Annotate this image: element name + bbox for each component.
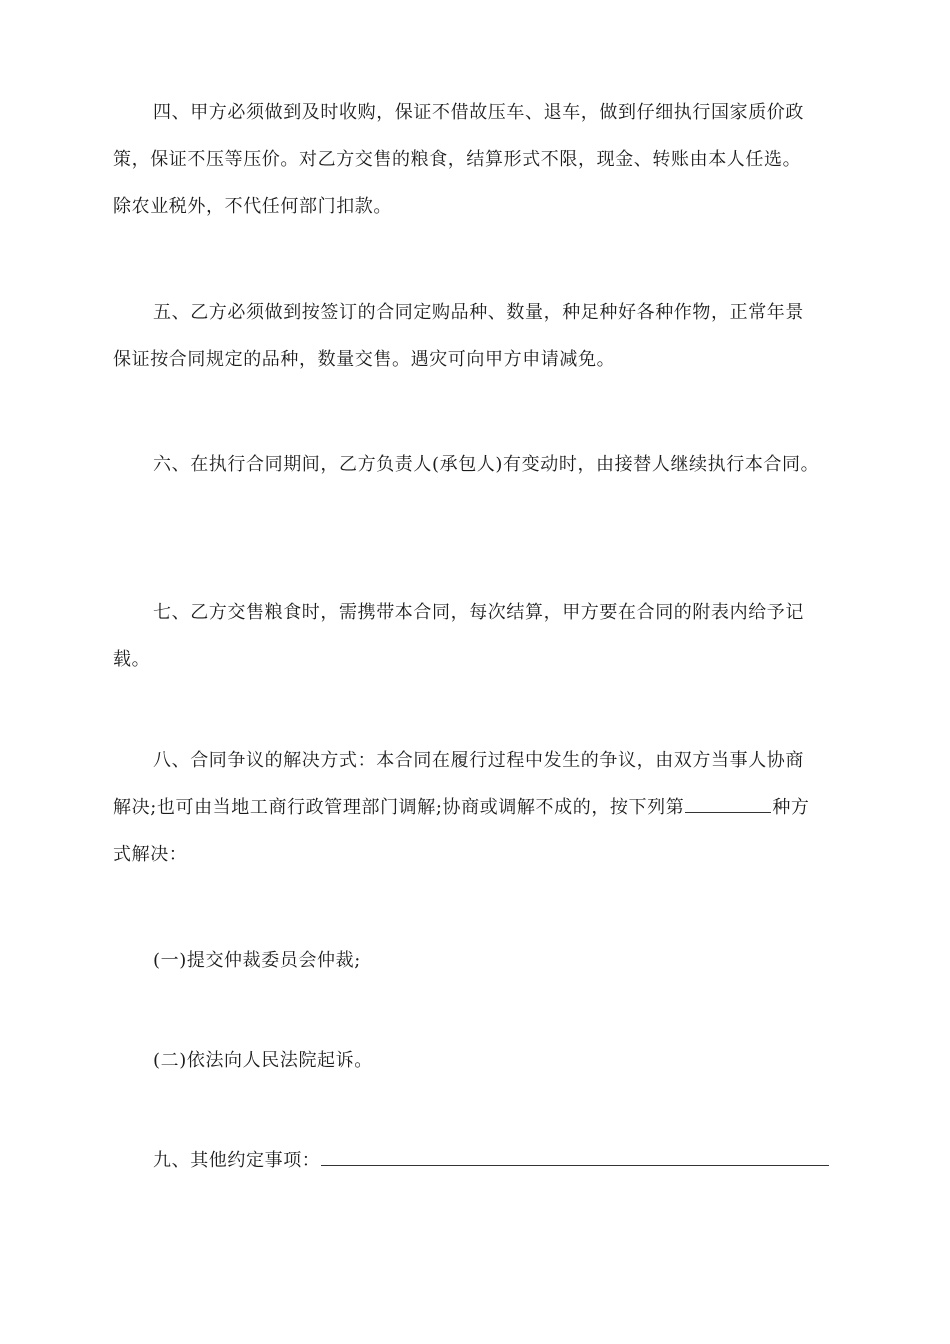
clause-7 bbox=[113, 589, 853, 683]
option-2-text: (二)依法向人民法院起诉。 bbox=[153, 1050, 373, 1071]
clause-7-line-1: 七、乙方交售粮食时，需携带本合同，每次结算，甲方要在合同的附表内给予记 bbox=[153, 602, 804, 623]
clause-9 bbox=[113, 1137, 853, 1184]
clause-8-line-2 bbox=[113, 784, 853, 831]
clause-5-line-2: 保证按合同规定的品种，数量交售。遇灾可向甲方申请减免。 bbox=[113, 349, 616, 370]
option-1 bbox=[113, 937, 853, 984]
clause-7-line-2: 载。 bbox=[113, 649, 151, 670]
dispute-method-blank-field[interactable] bbox=[685, 792, 771, 813]
clause-4-line-1: 四、甲方必须做到及时收购，保证不借故压车、退车，做到仔细执行国家质价政 bbox=[153, 102, 804, 123]
clause-8-line-2-text-before: 解决;也可由当地工商行政管理部门调解;协商或调解不成的，按下列第 bbox=[113, 797, 685, 818]
clause-9-line-1 bbox=[113, 1137, 853, 1184]
clause-8-line-3: 式解决： bbox=[113, 844, 188, 865]
clause-8-line-1: 八、合同争议的解决方式：本合同在履行过程中发生的争议，由双方当事人协商 bbox=[153, 750, 804, 771]
clause-4 bbox=[113, 89, 853, 230]
clause-5-line-1: 五、乙方必须做到按签订的合同定购品种、数量，种足种好各种作物，正常年景 bbox=[153, 302, 804, 323]
clause-6-line-1: 六、在执行合同期间，乙方负责人(承包人)有变动时，由接替人继续执行本合同。 bbox=[153, 454, 820, 475]
clause-5 bbox=[113, 289, 853, 383]
clause-4-line-3: 除农业税外，不代任何部门扣款。 bbox=[113, 196, 392, 217]
option-2 bbox=[113, 1037, 853, 1084]
clause-4-line-2: 策，保证不压等压价。对乙方交售的粮食，结算形式不限，现金、转账由本人任选。 bbox=[113, 149, 802, 170]
option-1-text: (一)提交仲裁委员会仲裁; bbox=[153, 950, 361, 971]
clause-6 bbox=[113, 441, 853, 488]
clause-8-line-2-text-after: 种方 bbox=[772, 797, 810, 818]
clause-8 bbox=[113, 737, 853, 878]
clause-9-label: 九、其他约定事项： bbox=[153, 1150, 321, 1171]
other-terms-blank-field[interactable] bbox=[321, 1145, 829, 1166]
